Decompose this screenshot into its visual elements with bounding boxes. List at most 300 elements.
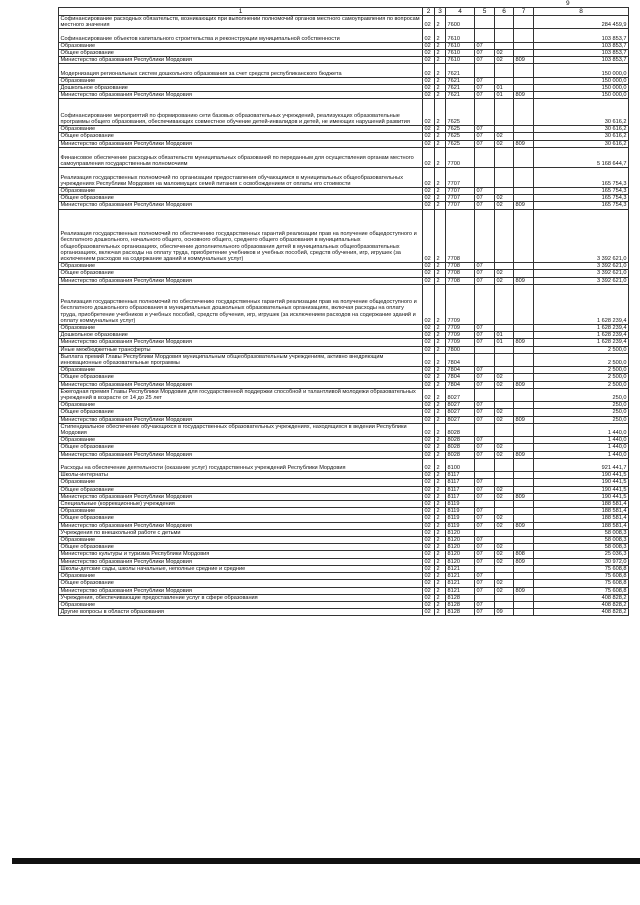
- row-code-3: 2: [435, 42, 446, 49]
- row-code-2: 02: [423, 77, 435, 84]
- table-row: [59, 77, 629, 84]
- row-name: Общее образование: [59, 50, 423, 57]
- table-row: [59, 85, 629, 92]
- row-code-4: 8028: [446, 451, 475, 458]
- table-row: [59, 529, 629, 536]
- row-code-3: 2: [435, 573, 446, 580]
- row-code-3: 2: [435, 587, 446, 594]
- row-code-3: 2: [435, 479, 446, 486]
- row-code-2: 02: [423, 544, 435, 551]
- row-code-3: 2: [435, 325, 446, 332]
- row-code-7: [514, 565, 534, 572]
- row-amount: 1 440,0: [534, 437, 629, 444]
- column-header-1: 1: [59, 8, 423, 16]
- row-name: Министерство образования Республики Мордовия: [59, 522, 423, 529]
- row-code-2: 02: [423, 437, 435, 444]
- table-row: [59, 416, 629, 423]
- row-code-5: 07: [475, 551, 495, 558]
- table-row: [59, 444, 629, 451]
- row-amount: 165 754,3: [534, 167, 629, 187]
- row-code-3: 2: [435, 77, 446, 84]
- table-row: [59, 140, 629, 147]
- row-name: Софинансирование мероприятий по формированию сети базовых образовательных учреждений, реализующих образовательные программы общего образования, обеспечивающих совместное обучение детей-инвалидов и детей, не имеющих нарушений развития: [59, 99, 423, 126]
- table-row: [59, 277, 629, 284]
- row-name: Выплата премий Главы Республики Мордовия муниципальным общеобразовательным учреждениям, активно внедряющим инновационные образовательные программы: [59, 353, 423, 366]
- row-amount: 188 581,4: [534, 501, 629, 508]
- row-code-7: [514, 353, 534, 366]
- row-code-6: 01: [495, 332, 514, 339]
- row-code-7: [514, 479, 534, 486]
- row-code-5: 07: [475, 332, 495, 339]
- row-code-2: 02: [423, 609, 435, 616]
- row-name: Учреждения, обеспечивающие предоставление услуг в сфере образования: [59, 594, 423, 601]
- row-code-6: 01: [495, 85, 514, 92]
- row-name: Финансовое обеспечение расходных обязательств муниципальных образований по переданным для осуществления органам местного самоуправления государственным полномочиям: [59, 147, 423, 167]
- row-code-2: 02: [423, 85, 435, 92]
- row-amount: 150 000,0: [534, 85, 629, 92]
- row-code-7: [514, 16, 534, 29]
- row-code-2: 02: [423, 594, 435, 601]
- row-code-4: 7709: [446, 339, 475, 346]
- row-name: Стипендиальное обеспечение обучающихся в государственных образовательных учреждениях, находящихся в ведении Республики Мордовия: [59, 423, 423, 436]
- row-code-4: 8027: [446, 416, 475, 423]
- row-code-7: [514, 501, 534, 508]
- row-code-5: 07: [475, 367, 495, 374]
- row-name: Дошкольное образование: [59, 85, 423, 92]
- row-code-3: 2: [435, 493, 446, 500]
- row-name: Образование: [59, 601, 423, 608]
- row-code-3: 2: [435, 601, 446, 608]
- row-name: Министерство культуры и туризма Республики Мордовия: [59, 551, 423, 558]
- row-code-6: [495, 565, 514, 572]
- column-header-3: 3: [435, 8, 446, 16]
- row-code-2: 02: [423, 402, 435, 409]
- row-code-7: [514, 444, 534, 451]
- row-code-2: 02: [423, 209, 435, 263]
- row-code-5: 07: [475, 381, 495, 388]
- table-row: [59, 486, 629, 493]
- row-code-6: [495, 458, 514, 471]
- row-code-7: [514, 42, 534, 49]
- row-code-5: 07: [475, 202, 495, 209]
- row-code-6: [495, 77, 514, 84]
- row-amount: 1 628 239,4: [534, 325, 629, 332]
- row-name: Общее образование: [59, 409, 423, 416]
- row-code-3: 2: [435, 423, 446, 436]
- row-code-3: 2: [435, 167, 446, 187]
- row-code-3: 2: [435, 85, 446, 92]
- row-amount: 190 441,5: [534, 486, 629, 493]
- table-row: [59, 29, 629, 42]
- row-amount: 58 008,3: [534, 544, 629, 551]
- row-code-3: 2: [435, 353, 446, 366]
- row-code-6: [495, 508, 514, 515]
- row-amount: 2 500,0: [534, 381, 629, 388]
- table-row: [59, 402, 629, 409]
- row-code-7: 809: [514, 202, 534, 209]
- row-code-5: 07: [475, 263, 495, 270]
- row-code-7: [514, 64, 534, 77]
- row-code-4: 8027: [446, 409, 475, 416]
- row-code-3: 2: [435, 126, 446, 133]
- row-code-7: [514, 346, 534, 353]
- row-code-5: [475, 388, 495, 401]
- table-row: [59, 263, 629, 270]
- row-amount: 408 828,2: [534, 594, 629, 601]
- row-code-6: 02: [495, 451, 514, 458]
- row-code-3: 2: [435, 451, 446, 458]
- row-code-5: 07: [475, 409, 495, 416]
- row-code-3: 2: [435, 388, 446, 401]
- table-row: [59, 332, 629, 339]
- row-code-3: 2: [435, 437, 446, 444]
- row-code-4: 8120: [446, 558, 475, 565]
- row-name: Учреждения по внешкольной работе с детьми: [59, 529, 423, 536]
- row-name: Министерство образования Республики Мордовия: [59, 277, 423, 284]
- table-row: [59, 515, 629, 522]
- row-code-6: 02: [495, 522, 514, 529]
- row-code-7: [514, 573, 534, 580]
- row-code-5: [475, 29, 495, 42]
- row-amount: 408 828,2: [534, 609, 629, 616]
- row-code-7: 809: [514, 140, 534, 147]
- row-code-6: 01: [495, 92, 514, 99]
- row-amount: 165 754,3: [534, 195, 629, 202]
- row-code-3: 2: [435, 332, 446, 339]
- row-code-5: [475, 284, 495, 324]
- table-row: [59, 573, 629, 580]
- row-code-3: 2: [435, 416, 446, 423]
- row-code-4: 7621: [446, 64, 475, 77]
- row-code-7: [514, 486, 534, 493]
- row-code-2: 02: [423, 587, 435, 594]
- row-code-3: 2: [435, 57, 446, 64]
- row-code-6: [495, 64, 514, 77]
- row-code-6: 02: [495, 409, 514, 416]
- row-code-7: [514, 601, 534, 608]
- row-code-6: [495, 388, 514, 401]
- row-code-5: 07: [475, 451, 495, 458]
- row-name: Министерство образования Республики Мордовия: [59, 140, 423, 147]
- row-amount: 3 392 621,0: [534, 277, 629, 284]
- row-code-3: 2: [435, 140, 446, 147]
- row-code-4: 7621: [446, 85, 475, 92]
- row-code-4: 8027: [446, 402, 475, 409]
- row-code-3: 2: [435, 339, 446, 346]
- row-code-4: 8117: [446, 493, 475, 500]
- row-code-5: [475, 501, 495, 508]
- table-row: [59, 423, 629, 436]
- row-name: Модернизация региональных систем дошкольного образования за счет средств республиканского бюджета: [59, 64, 423, 77]
- row-amount: 103 853,7: [534, 42, 629, 49]
- row-code-6: 02: [495, 444, 514, 451]
- row-code-5: 07: [475, 92, 495, 99]
- row-amount: 75 608,8: [534, 587, 629, 594]
- row-code-5: 07: [475, 493, 495, 500]
- row-code-7: [514, 284, 534, 324]
- row-code-6: 02: [495, 57, 514, 64]
- table-row: [59, 437, 629, 444]
- row-code-5: [475, 64, 495, 77]
- row-amount: 58 008,3: [534, 529, 629, 536]
- row-code-7: [514, 544, 534, 551]
- row-name: Софинансирование объектов капитального строительства и реконструкции муниципальной собственности: [59, 29, 423, 42]
- table-row: [59, 346, 629, 353]
- row-code-3: 2: [435, 565, 446, 572]
- row-code-6: [495, 209, 514, 263]
- row-code-2: 02: [423, 458, 435, 471]
- row-code-3: 2: [435, 346, 446, 353]
- table-row: [59, 609, 629, 616]
- row-name: Общее образование: [59, 133, 423, 140]
- table-row: [59, 126, 629, 133]
- table-row: [59, 64, 629, 77]
- row-code-7: 809: [514, 451, 534, 458]
- row-name: Иные межбюджетные трансферты: [59, 346, 423, 353]
- row-code-2: 02: [423, 92, 435, 99]
- row-code-7: [514, 609, 534, 616]
- row-code-4: 7804: [446, 353, 475, 366]
- row-code-6: 02: [495, 381, 514, 388]
- row-code-2: 02: [423, 479, 435, 486]
- row-code-5: 07: [475, 277, 495, 284]
- row-code-4: 7610: [446, 50, 475, 57]
- row-code-2: 02: [423, 147, 435, 167]
- row-code-7: 809: [514, 277, 534, 284]
- row-name: Общее образование: [59, 444, 423, 451]
- row-code-3: 2: [435, 551, 446, 558]
- row-code-4: 7804: [446, 374, 475, 381]
- row-amount: 1 440,0: [534, 451, 629, 458]
- row-code-7: [514, 195, 534, 202]
- row-code-7: [514, 367, 534, 374]
- row-name: Образование: [59, 188, 423, 195]
- row-code-3: 2: [435, 508, 446, 515]
- row-code-7: [514, 263, 534, 270]
- row-code-5: 07: [475, 133, 495, 140]
- row-code-4: 7709: [446, 284, 475, 324]
- row-name: Образование: [59, 126, 423, 133]
- row-code-6: 02: [495, 580, 514, 587]
- row-code-6: 02: [495, 558, 514, 565]
- table-row: [59, 42, 629, 49]
- row-code-7: [514, 472, 534, 479]
- table-row: [59, 544, 629, 551]
- row-code-4: 8120: [446, 551, 475, 558]
- row-code-4: 8120: [446, 529, 475, 536]
- row-code-3: 2: [435, 444, 446, 451]
- row-code-2: 02: [423, 167, 435, 187]
- row-code-4: 7707: [446, 202, 475, 209]
- row-code-6: [495, 423, 514, 436]
- row-code-5: 07: [475, 85, 495, 92]
- row-code-6: [495, 126, 514, 133]
- row-name: Реализация государственных полномочий по обеспечению государственных гарантий реализации прав на получение общедоступного и бесплатного дошкольного, начального общего, основного общего, среднего общего образования в муниципальных общеобразовательных организациях, обеспечение дополнительного образования детей в муниципальных общеобразовательных организациях, включая расходы на оплату труда, приобретение учебников и учебных пособий, средств обучения, игр, игрушек (за исключением расходов на содержание зданий и коммунальных услуг): [59, 209, 423, 263]
- row-code-6: [495, 594, 514, 601]
- row-code-4: 8028: [446, 444, 475, 451]
- row-code-5: 07: [475, 57, 495, 64]
- row-name: Министерство образования Республики Мордовия: [59, 493, 423, 500]
- row-code-6: 01: [495, 339, 514, 346]
- row-code-3: 2: [435, 409, 446, 416]
- row-name: Министерство образования Республики Мордовия: [59, 339, 423, 346]
- row-code-7: 809: [514, 493, 534, 500]
- row-code-4: 7610: [446, 57, 475, 64]
- row-amount: 165 754,3: [534, 188, 629, 195]
- row-code-7: [514, 325, 534, 332]
- row-amount: 188 581,4: [534, 515, 629, 522]
- row-code-4: 8028: [446, 423, 475, 436]
- table-row: [59, 551, 629, 558]
- row-code-2: 02: [423, 64, 435, 77]
- row-code-2: 02: [423, 339, 435, 346]
- row-code-2: 02: [423, 367, 435, 374]
- table-row: [59, 209, 629, 263]
- table-row: [59, 367, 629, 374]
- row-amount: 30 616,2: [534, 126, 629, 133]
- row-code-2: 02: [423, 409, 435, 416]
- row-code-4: 8121: [446, 573, 475, 580]
- table-row: [59, 353, 629, 366]
- row-code-2: 02: [423, 423, 435, 436]
- row-code-7: [514, 133, 534, 140]
- footer-bar: [12, 858, 640, 864]
- row-code-7: [514, 409, 534, 416]
- row-amount: 2 500,0: [534, 367, 629, 374]
- row-name: Специальные (коррекционные) учреждения: [59, 501, 423, 508]
- table-row: [59, 195, 629, 202]
- row-code-6: 02: [495, 195, 514, 202]
- row-name: Образование: [59, 325, 423, 332]
- row-code-7: [514, 374, 534, 381]
- row-code-3: 2: [435, 209, 446, 263]
- row-name: Министерство образования Республики Мордовия: [59, 57, 423, 64]
- row-code-5: 07: [475, 558, 495, 565]
- row-code-7: 809: [514, 339, 534, 346]
- row-name: Министерство образования Республики Мордовия: [59, 587, 423, 594]
- row-code-6: 02: [495, 374, 514, 381]
- row-code-3: 2: [435, 458, 446, 471]
- row-code-5: 07: [475, 544, 495, 551]
- row-code-5: [475, 353, 495, 366]
- row-amount: 103 853,7: [534, 29, 629, 42]
- row-code-3: 2: [435, 580, 446, 587]
- row-code-4: 7800: [446, 346, 475, 353]
- row-amount: 1 628 239,4: [534, 284, 629, 324]
- row-code-4: 7625: [446, 140, 475, 147]
- row-name: Общее образование: [59, 270, 423, 277]
- row-code-2: 02: [423, 57, 435, 64]
- row-code-3: 2: [435, 609, 446, 616]
- row-code-4: 7621: [446, 77, 475, 84]
- column-header-6: 6: [495, 8, 514, 16]
- row-amount: 5 168 644,7: [534, 147, 629, 167]
- row-code-2: 02: [423, 270, 435, 277]
- row-code-6: [495, 99, 514, 126]
- row-code-5: [475, 458, 495, 471]
- table-row: [59, 374, 629, 381]
- row-code-2: 02: [423, 416, 435, 423]
- row-code-5: 07: [475, 486, 495, 493]
- column-header-5: 5: [475, 8, 495, 16]
- row-code-7: [514, 85, 534, 92]
- row-amount: 103 853,7: [534, 50, 629, 57]
- row-code-6: 02: [495, 544, 514, 551]
- row-code-6: [495, 573, 514, 580]
- row-code-5: [475, 565, 495, 572]
- row-name: Образование: [59, 437, 423, 444]
- row-code-7: [514, 388, 534, 401]
- row-code-3: 2: [435, 402, 446, 409]
- row-amount: 103 853,7: [534, 57, 629, 64]
- row-code-3: 2: [435, 133, 446, 140]
- row-code-5: [475, 147, 495, 167]
- row-name: Общее образование: [59, 374, 423, 381]
- row-code-3: 2: [435, 374, 446, 381]
- row-code-7: 808: [514, 551, 534, 558]
- row-code-3: 2: [435, 29, 446, 42]
- row-code-2: 02: [423, 551, 435, 558]
- row-code-6: 02: [495, 140, 514, 147]
- table-row: [59, 565, 629, 572]
- row-code-4: 7707: [446, 195, 475, 202]
- row-code-7: [514, 29, 534, 42]
- row-code-2: 02: [423, 558, 435, 565]
- row-code-5: 07: [475, 508, 495, 515]
- row-code-2: 02: [423, 202, 435, 209]
- table-body: [59, 16, 629, 616]
- row-code-2: 02: [423, 277, 435, 284]
- row-code-3: 2: [435, 594, 446, 601]
- row-code-5: 07: [475, 587, 495, 594]
- row-code-7: [514, 402, 534, 409]
- row-code-5: 07: [475, 325, 495, 332]
- row-code-4: 7600: [446, 16, 475, 29]
- row-code-6: 02: [495, 416, 514, 423]
- row-code-4: 7625: [446, 99, 475, 126]
- row-code-5: 07: [475, 437, 495, 444]
- table-row: [59, 188, 629, 195]
- row-code-4: 8119: [446, 508, 475, 515]
- row-name: Образование: [59, 573, 423, 580]
- row-name: Образование: [59, 508, 423, 515]
- row-name: Министерство образования Республики Мордовия: [59, 416, 423, 423]
- table-row: [59, 388, 629, 401]
- row-code-4: 8119: [446, 515, 475, 522]
- row-amount: 188 581,4: [534, 508, 629, 515]
- table-row: [59, 325, 629, 332]
- row-code-2: 02: [423, 374, 435, 381]
- row-code-6: 02: [495, 277, 514, 284]
- table-row: [59, 479, 629, 486]
- row-code-6: 02: [495, 133, 514, 140]
- row-code-4: 7610: [446, 29, 475, 42]
- row-amount: 3 392 621,0: [534, 209, 629, 263]
- row-amount: 75 608,8: [534, 580, 629, 587]
- row-code-3: 2: [435, 515, 446, 522]
- row-code-7: 809: [514, 92, 534, 99]
- row-code-5: [475, 423, 495, 436]
- row-code-4: 7621: [446, 92, 475, 99]
- table-row: [59, 501, 629, 508]
- row-code-5: [475, 594, 495, 601]
- row-code-2: 02: [423, 325, 435, 332]
- row-amount: 58 008,3: [534, 537, 629, 544]
- table-row: [59, 147, 629, 167]
- row-name: Общее образование: [59, 580, 423, 587]
- row-code-7: [514, 270, 534, 277]
- table-row: [59, 270, 629, 277]
